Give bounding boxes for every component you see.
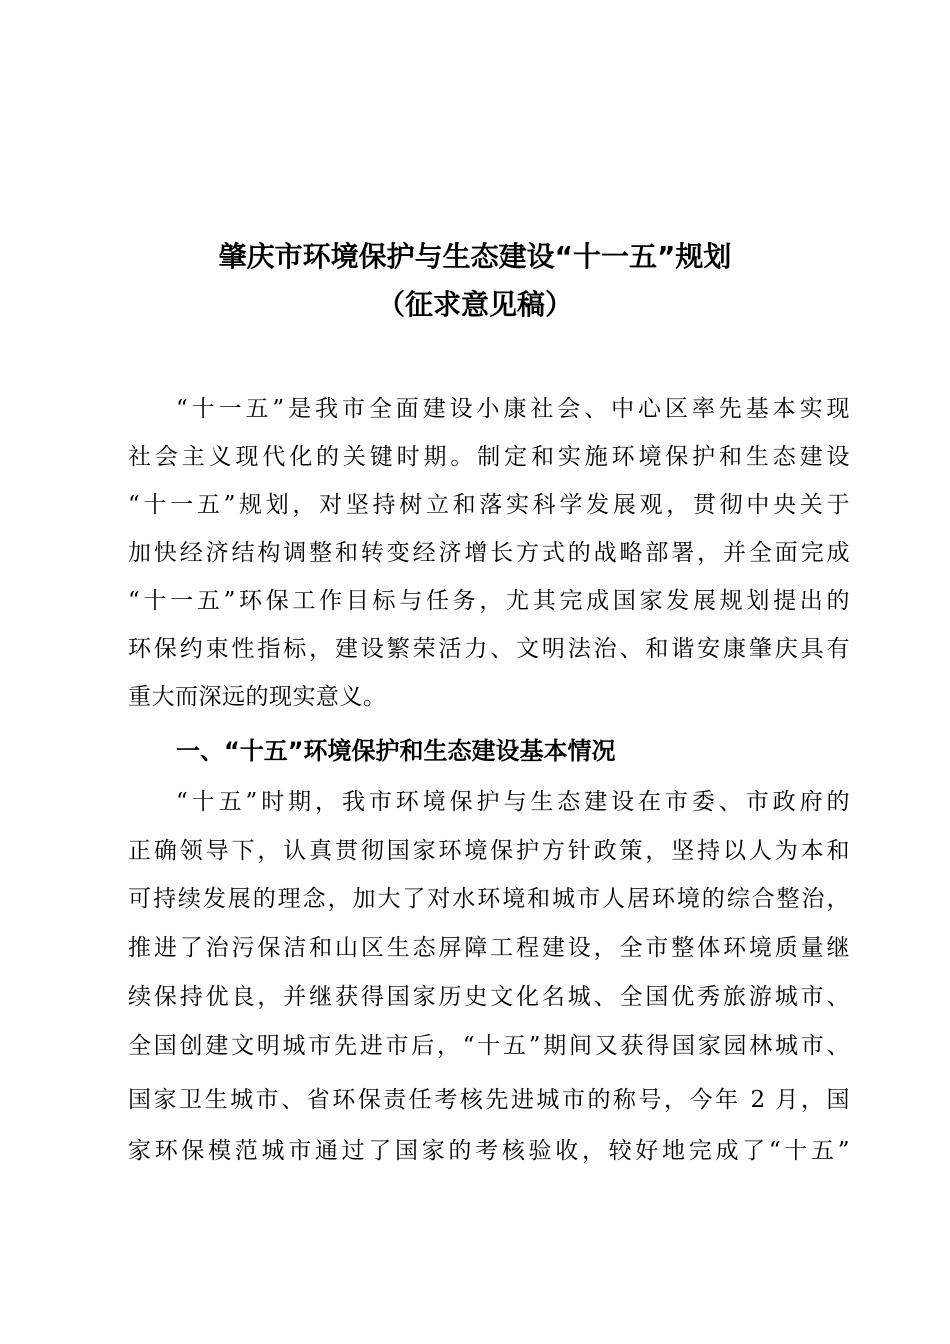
intro-line: “十一五”环保工作目标与任务，尤其完成国家发展规划提出的 — [128, 588, 850, 614]
intro-line: “十一五”是我市全面建设小康社会、中心区率先基本实现 — [176, 396, 850, 422]
section-line: “十五”时期，我市环境保护与生态建设在市委、市政府的 — [176, 789, 850, 815]
document-title: 肇庆市环境保护与生态建设“十一五”规划 — [218, 240, 732, 273]
document-subtitle: （征求意见稿） — [376, 288, 573, 321]
section-line: 正确领导下，认真贯彻国家环境保护方针政策，坚持以人为本和 — [128, 838, 850, 864]
section-line: 全国创建文明城市先进市后，“十五”期间又获得国家园林城市、 — [128, 1033, 850, 1059]
section-line: 国家卫生城市、省环保责任考核先进城市的称号，今年 2 月，国 — [128, 1087, 850, 1113]
section-line: 家环保模范城市通过了国家的考核验收，较好地完成了“十五” — [128, 1138, 850, 1164]
section-line: 可持续发展的理念，加大了对水环境和城市人居环境的综合整治， — [128, 886, 850, 912]
section-line: 续保持优良，并继获得国家历史文化名城、全国优秀旅游城市、 — [128, 984, 850, 1010]
intro-line: 加快经济结构调整和转变经济增长方式的战略部署，并全面完成 — [128, 540, 850, 566]
intro-line: 社会主义现代化的关键时期。制定和实施环境保护和生态建设 — [128, 444, 850, 470]
section-line: 推进了治污保洁和山区生态屏障工程建设，全市整体环境质量继 — [128, 935, 850, 961]
intro-line: 重大而深远的现实意义。 — [128, 684, 387, 710]
section-heading: 一、“十五”环境保护和生态建设基本情况 — [176, 737, 616, 765]
intro-line: 环保约束性指标，建设繁荣活力、文明法治、和谐安康肇庆具有 — [128, 636, 850, 662]
intro-line: “十一五”规划，对坚持树立和落实科学发展观，贯彻中央关于 — [128, 492, 850, 518]
